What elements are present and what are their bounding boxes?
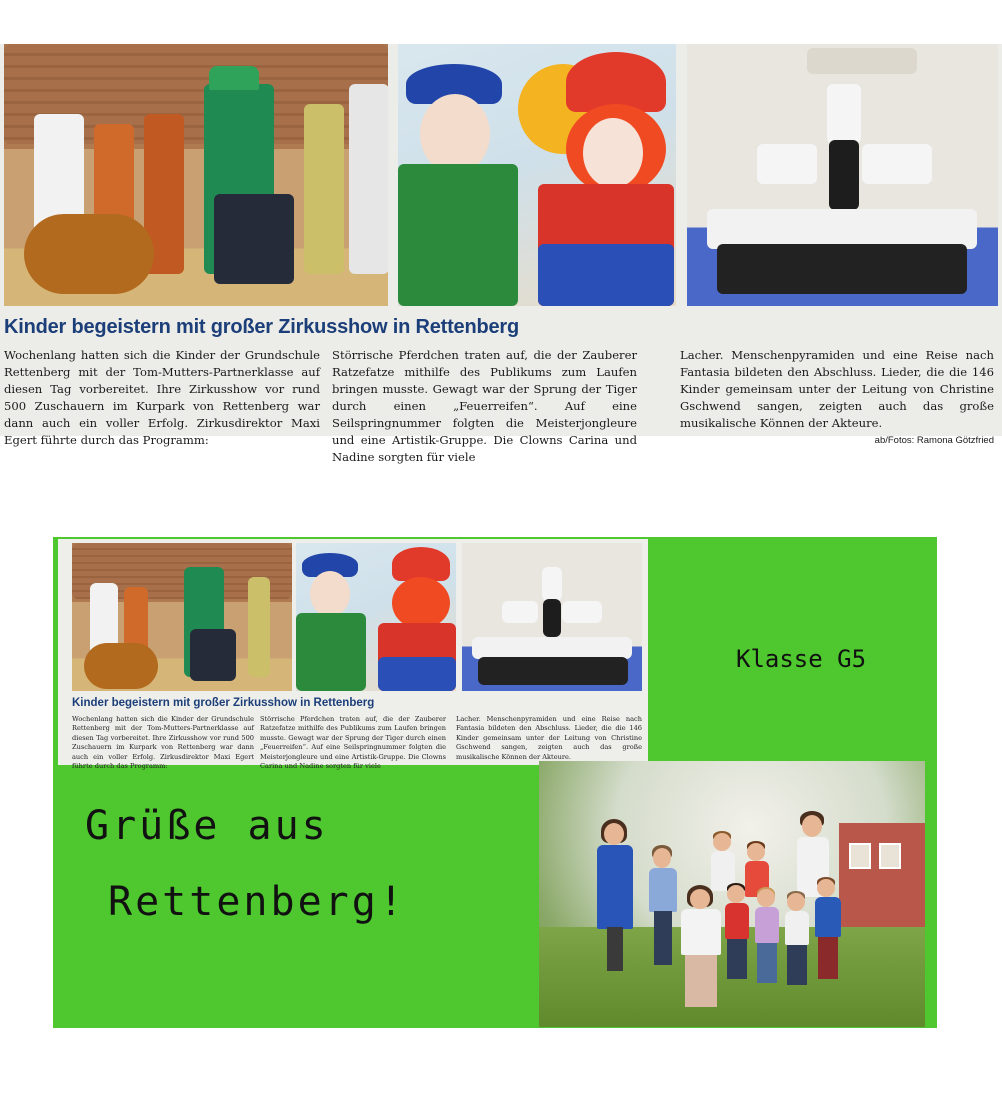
greeting-line-1: Grüße aus xyxy=(85,803,329,849)
newspaper-clipping xyxy=(0,44,1002,464)
article-column-3 xyxy=(680,347,994,449)
clowns-photo xyxy=(398,44,676,306)
mini-article-column-3-text: Lacher. Menschenpyramiden und eine Reise nach Fantasia bildeten den Abschluss. Lieder, die die 146 Kinder gemeinsam unter der Leitung von Christine Gschwend sangen, zeigten auch das große musikalische Können der Akteure. xyxy=(456,715,642,761)
article-column-2: Störrische Pferdchen traten auf, die der Zauberer Ratzefatze mithilfe des Publikums zum Laufen bringen musste. Gewagt war der Sprung der Tiger durch einen „Feuerreifen“. Auf eine Seilspringnummer folgten die Meisterjongleure und eine Artistik-Gruppe. Die Clowns Carina und Nadine sorgten für viele xyxy=(332,348,637,464)
class-group-photo xyxy=(539,761,925,1027)
mini-circus-tiger-photo xyxy=(72,543,292,691)
greeting-card xyxy=(53,537,937,1028)
photo-credit: ab/Fotos: Ramona Götzfried xyxy=(874,435,994,446)
mini-human-pyramid-photo xyxy=(462,543,642,691)
circus-tiger-photo xyxy=(4,44,388,306)
mini-newspaper-clipping xyxy=(58,539,648,771)
mini-article-column-1: Wochenlang hatten sich die Kinder der Grundschule Rettenberg mit der Tom-Mutters-Partnerklasse auf diesen Tag vorbereitet. Ihre Zirkusshow vor rund 500 Zuschauern im Kurpark von Rettenberg war dann auch ein voller Erfolg. Zirkusdirektor Maxi Egert führte durch das Programm: xyxy=(72,715,254,771)
article-headline: Kinder begeistern mit großer Zirkusshow in Rettenberg xyxy=(4,316,520,338)
human-pyramid-photo xyxy=(687,44,998,306)
greeting-line-2: Rettenberg! xyxy=(108,879,406,925)
school-building xyxy=(839,823,925,927)
article-column-1: Wochenlang hatten sich die Kinder der Grundschule Rettenberg mit der Tom-Mutters-Partnerklasse auf diesen Tag vorbereitet. Ihre Zirkusshow vor rund 500 Zuschauern im Kurpark von Rettenberg war dann auch ein voller Erfolg. Zirkusdirektor Maxi Egert führte durch das Programm: xyxy=(4,348,320,447)
article-column-3-text: Lacher. Menschenpyramiden und eine Reise nach Fantasia bildeten den Abschluss. Lieder, die die 146 Kinder gemeinsam unter der Leitung von Christine Gschwend sangen, zeigten auch das große musikalische Können der Akteure. xyxy=(680,348,994,430)
class-label: Klasse G5 xyxy=(736,645,867,673)
mini-article-column-2: Störrische Pferdchen traten auf, die der Zauberer Ratzefatze mithilfe des Publikums zum Laufen bringen musste. Gewagt war der Sprung der Tiger durch einen „Feuerreifen“. Auf eine Seilspringnummer folgten die Meisterjongleure und eine Artistik-Gruppe. Die Clowns Carina und Nadine sorgten für viele xyxy=(260,715,446,771)
mini-clowns-photo xyxy=(296,543,456,691)
mini-article-headline: Kinder begeistern mit großer Zirkusshow in Rettenberg xyxy=(72,697,375,709)
